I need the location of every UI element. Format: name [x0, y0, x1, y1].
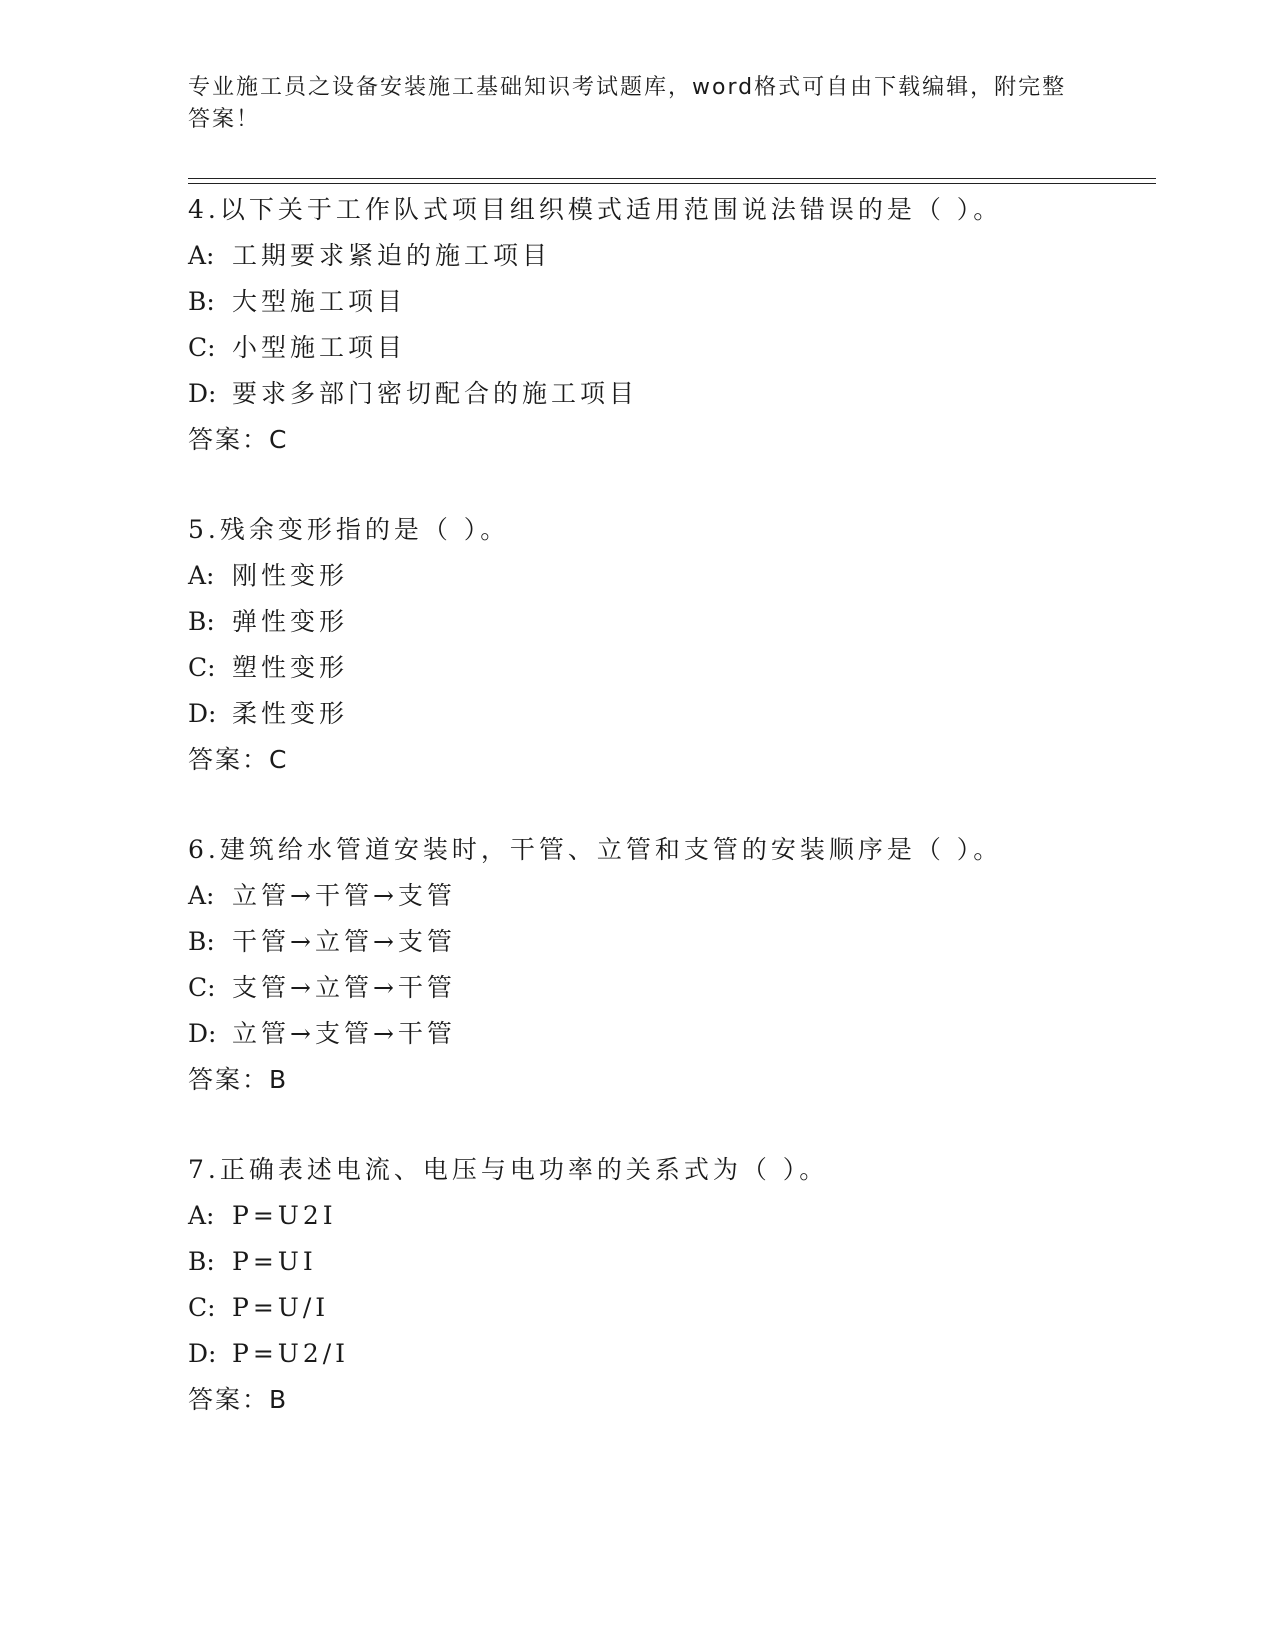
- option-text: 干管→立管→支管: [232, 927, 456, 956]
- option-text: P=UI: [232, 1247, 317, 1276]
- option-text: P=U2I: [232, 1201, 337, 1230]
- option-b: [188, 599, 1148, 645]
- question-stem: 6.建筑给水管道安装时，干管、立管和支管的安装顺序是（ ）。: [188, 835, 1003, 864]
- option-text: 柔性变形: [232, 699, 349, 728]
- option-letter: D:: [188, 699, 217, 728]
- answer-line: 答案：B: [188, 1065, 289, 1094]
- option-letter: D:: [188, 1339, 217, 1368]
- option-letter: B:: [188, 287, 215, 316]
- option-b: [188, 279, 1148, 325]
- option-letter: B:: [188, 607, 215, 636]
- option-letter: D:: [188, 379, 217, 408]
- option-c: [188, 965, 1148, 1011]
- option-d: [188, 691, 1148, 737]
- question-stem: 7.正确表述电流、电压与电功率的关系式为（ ）。: [188, 1155, 829, 1184]
- option-c: [188, 325, 1148, 371]
- option-text: 立管→干管→支管: [232, 881, 456, 910]
- answer-line: 答案：C: [188, 745, 289, 774]
- question-block: [188, 1147, 1148, 1423]
- option-a: [188, 553, 1148, 599]
- option-a: [188, 873, 1148, 919]
- option-text: 小型施工项目: [232, 333, 407, 362]
- option-a: [188, 233, 1148, 279]
- option-text: P=U2/I: [232, 1339, 350, 1368]
- option-text: 刚性变形: [232, 561, 349, 590]
- option-letter: D:: [188, 1019, 217, 1048]
- option-letter: B:: [188, 927, 215, 956]
- option-text: 要求多部门密切配合的施工项目: [232, 379, 639, 408]
- question-stem: 4.以下关于工作队式项目组织模式适用范围说法错误的是（ ）。: [188, 195, 1003, 224]
- option-text: 支管→立管→干管: [232, 973, 456, 1002]
- option-text: P=U/I: [232, 1293, 330, 1322]
- option-letter: A:: [188, 561, 215, 590]
- option-text: 塑性变形: [232, 653, 349, 682]
- option-c: [188, 645, 1148, 691]
- option-letter: C:: [188, 973, 216, 1002]
- option-letter: B:: [188, 1247, 215, 1276]
- option-b: [188, 919, 1148, 965]
- option-text: 立管→支管→干管: [232, 1019, 456, 1048]
- option-d: [188, 1011, 1148, 1057]
- answer-line: 答案：B: [188, 1385, 289, 1414]
- question-block: [188, 507, 1148, 783]
- option-letter: A:: [188, 881, 215, 910]
- option-a: [188, 1193, 1148, 1239]
- option-letter: C:: [188, 333, 216, 362]
- option-letter: C:: [188, 653, 216, 682]
- option-text: 大型施工项目: [232, 287, 407, 316]
- question-block: [188, 187, 1148, 463]
- option-letter: C:: [188, 1293, 216, 1322]
- header-divider-top: [188, 178, 1156, 179]
- option-letter: A:: [188, 241, 215, 270]
- option-text: 工期要求紧迫的施工项目: [232, 241, 552, 270]
- answer-line: 答案：C: [188, 425, 289, 454]
- document-header: 专业施工员之设备安装施工基础知识考试题库，word格式可自由下载编辑，附完整答案！: [188, 75, 1067, 132]
- option-letter: A:: [188, 1201, 215, 1230]
- option-c: [188, 1285, 1148, 1331]
- question-stem: 5.残余变形指的是（ ）。: [188, 515, 510, 544]
- question-block: [188, 827, 1148, 1103]
- header-divider-bottom: [188, 183, 1156, 184]
- option-b: [188, 1239, 1148, 1285]
- option-d: [188, 371, 1148, 417]
- option-text: 弹性变形: [232, 607, 349, 636]
- option-d: [188, 1331, 1148, 1377]
